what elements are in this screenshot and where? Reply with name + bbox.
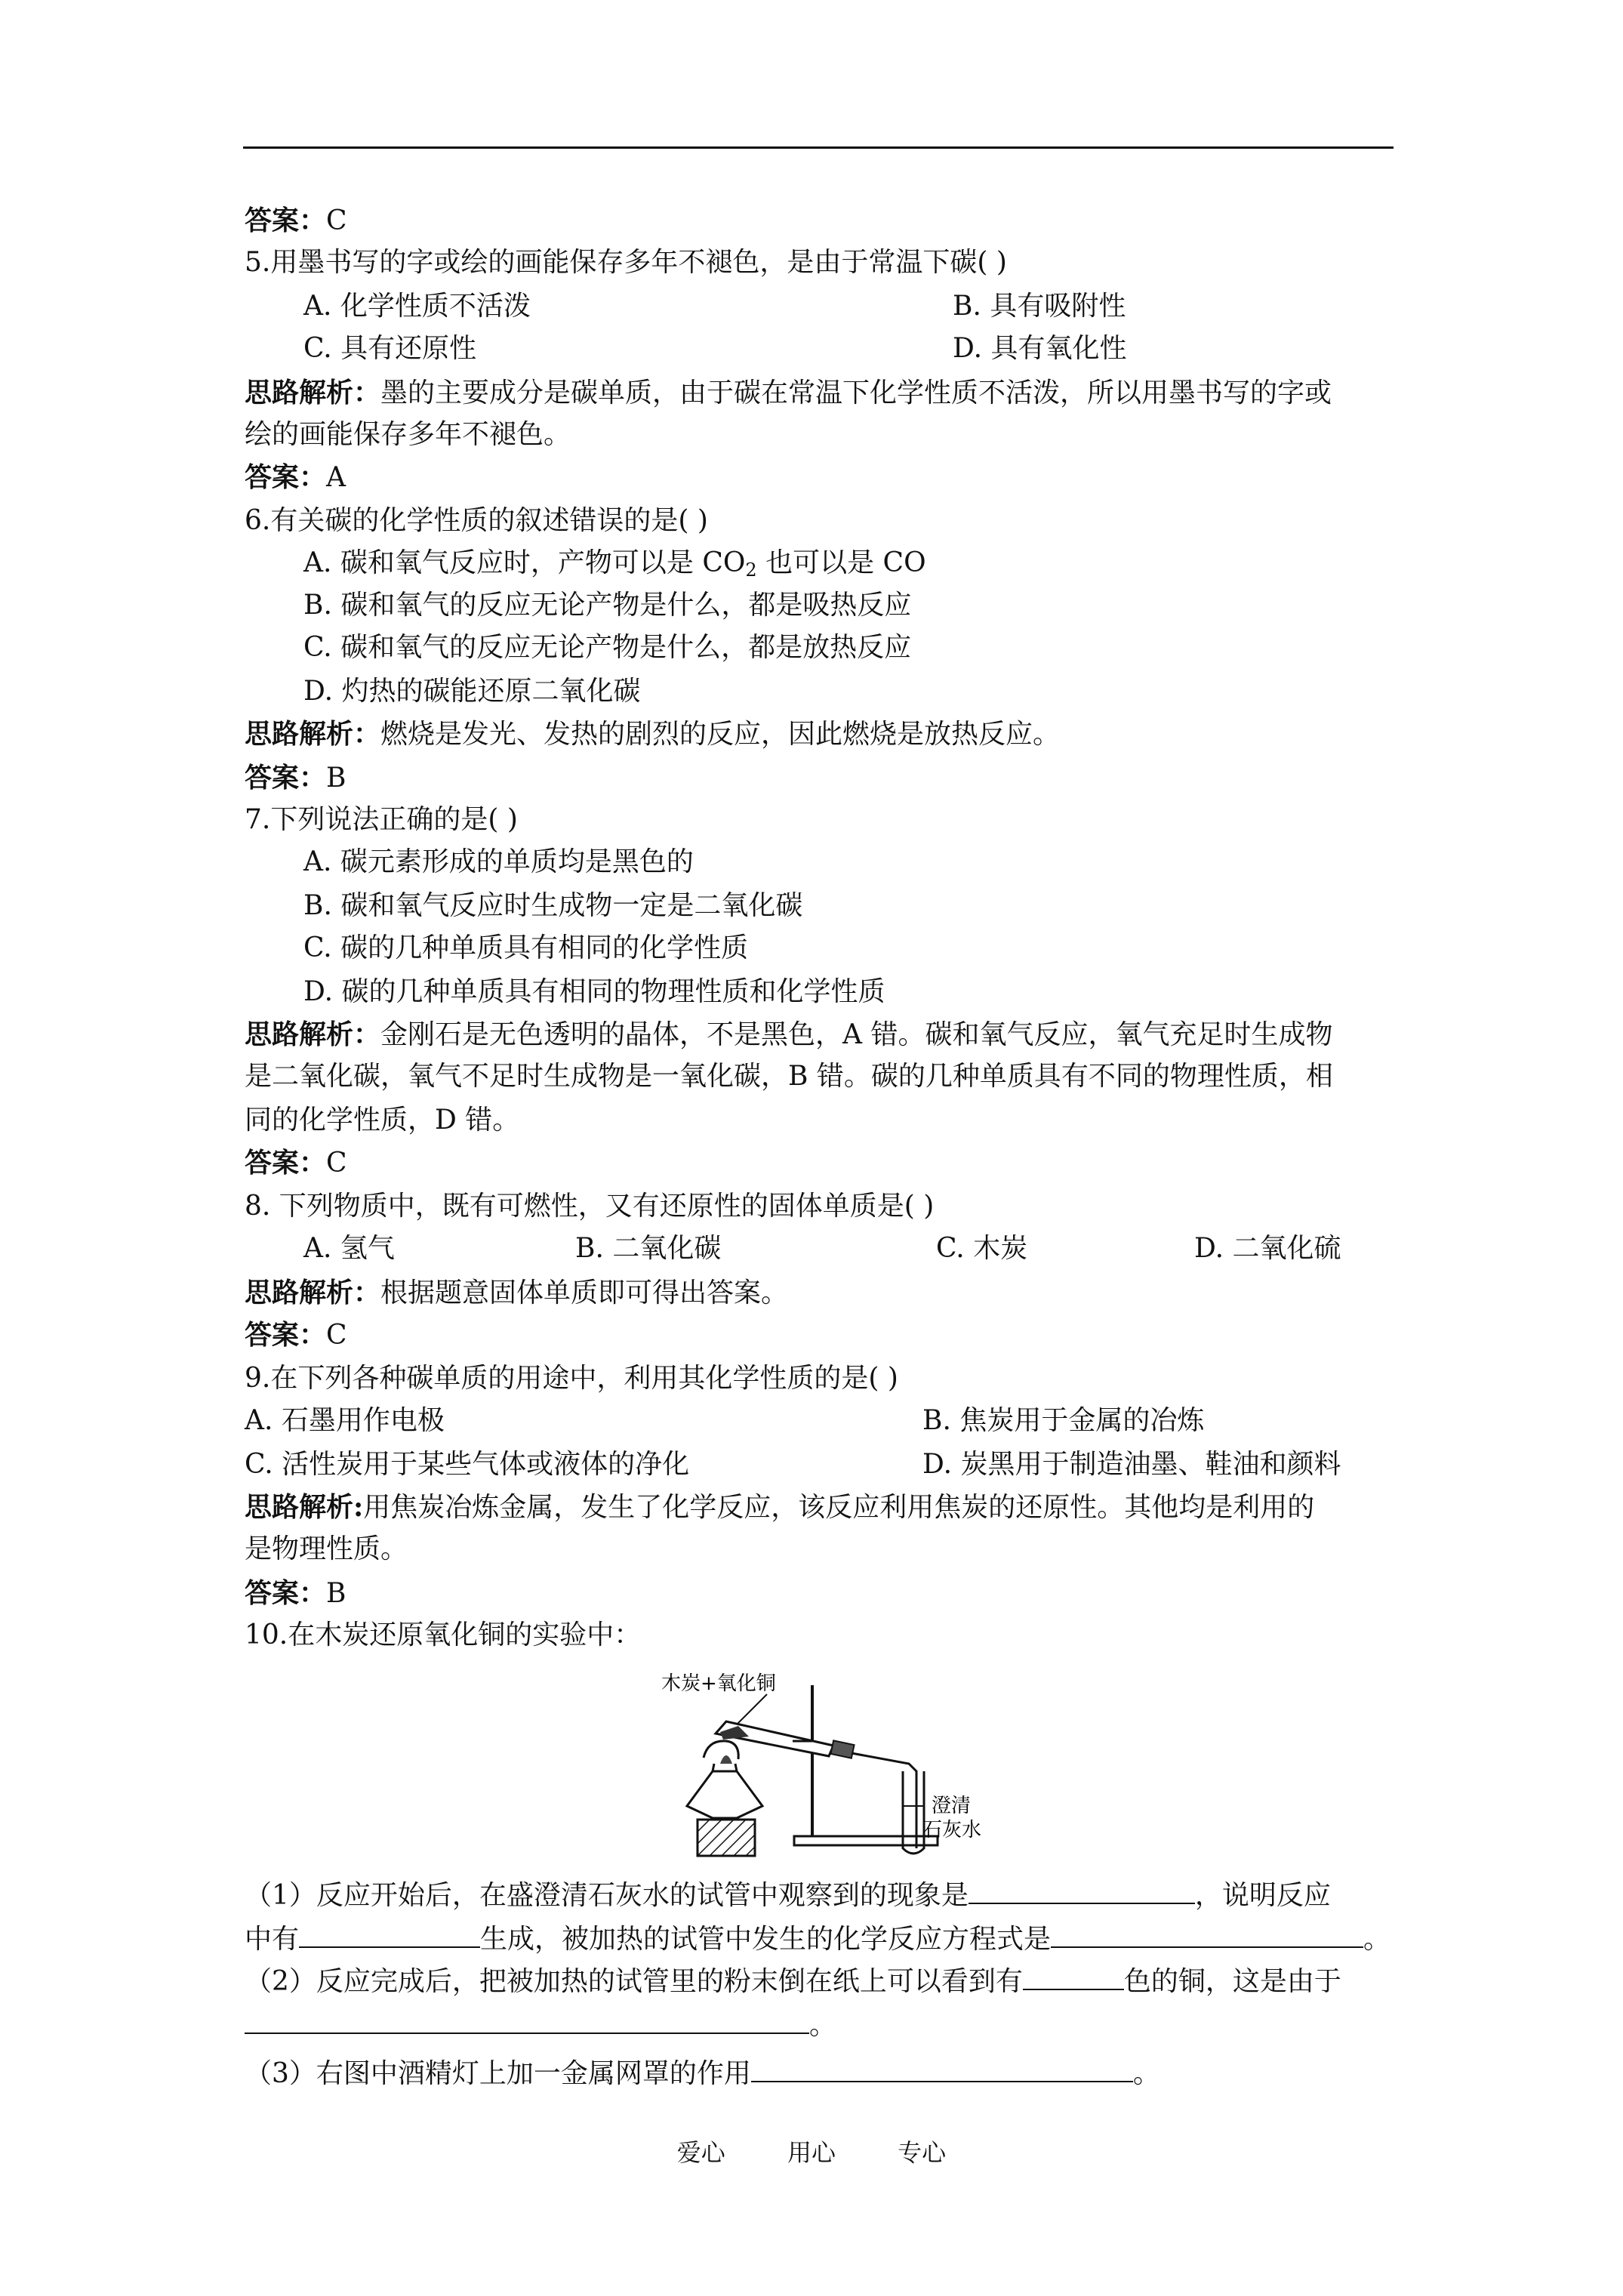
- q8-option-b: B. 二氧化碳: [575, 1233, 722, 1264]
- q7-analysis-line-1: 思路解析：金刚石是无色透明的晶体，不是黑色，A 错。碳和氧气反应，氧气充足时生成物: [245, 1019, 1333, 1050]
- q9-answer: 答案：B: [245, 1577, 346, 1609]
- figure-label-limewater-1: 澄清: [932, 1795, 972, 1817]
- q6-analysis: 思路解析：燃烧是发光、发热的剧烈的反应，因此燃烧是放热反应。: [245, 718, 1061, 750]
- q7-analysis-line-2: 是二氧化碳，氧气不足时生成物是一氧化碳，B 错。碳的几种单质具有不同的物理性质，相: [245, 1061, 1333, 1092]
- apparatus-figure: [654, 1658, 993, 1869]
- q9-option-b: B. 焦炭用于金属的冶炼: [922, 1405, 1205, 1436]
- q5-analysis-line-1: 思路解析：墨的主要成分是碳单质，由于碳在常温下化学性质不活泼，所以用墨书写的字或: [245, 377, 1332, 408]
- blank-reason[interactable]: [245, 2004, 809, 2034]
- q6-stem: 6.有关碳的化学性质的叙述错误的是( ): [245, 505, 708, 536]
- q6-option-d: D. 灼热的碳能还原二氧化碳: [303, 676, 641, 707]
- page-footer: [0, 2134, 1623, 2168]
- footer-text-2: 用心: [787, 2138, 836, 2167]
- footer-text-1: 爱心: [676, 2138, 725, 2167]
- label-leader-line: [734, 1694, 767, 1727]
- q5-option-b: B. 具有吸附性: [953, 291, 1126, 322]
- q5-analysis-line-2: 绘的画能保存多年不褪色。: [245, 419, 571, 450]
- q8-option-d: D. 二氧化硫: [1194, 1233, 1341, 1264]
- figure-label-reactants: 木炭+氧化铜: [661, 1672, 776, 1695]
- q10-part1-line-2: 中有 生成，被加热的试管中发生的化学反应方程式是 。: [245, 1918, 1390, 1959]
- q7-option-c: C. 碳的几种单质具有相同的化学性质: [303, 932, 749, 963]
- q10-part2-line-1: （2）反应完成后，把被加热的试管里的粉末倒在纸上可以看到有 色的铜，这是由于: [245, 1960, 1341, 2002]
- q5-stem: 5.用墨书写的字或绘的画能保存多年不褪色，是由于常温下碳( ): [245, 247, 1007, 278]
- q7-option-b: B. 碳和氧气反应时生成物一定是二氧化碳: [303, 890, 803, 921]
- q9-option-d: D. 炭黑用于制造油墨、鞋油和颜料: [922, 1449, 1341, 1480]
- q5-option-a: A. 化学性质不活泼: [303, 291, 531, 322]
- blank-color[interactable]: [1023, 1960, 1124, 1990]
- q5-option-d: D. 具有氧化性: [953, 333, 1127, 364]
- q5-option-c: C. 具有还原性: [303, 333, 477, 364]
- q6-option-b: B. 碳和氧气的反应无论产物是什么，都是吸热反应: [303, 590, 912, 621]
- alcohol-lamp: [687, 1771, 762, 1818]
- q8-answer: 答案：C: [245, 1319, 347, 1351]
- wooden-block: [698, 1820, 755, 1856]
- q10-part3: （3）右图中酒精灯上加一金属网罩的作用 。: [245, 2052, 1160, 2094]
- lamp-flame: [720, 1755, 732, 1764]
- heated-test-tube: [716, 1721, 833, 1756]
- receiving-test-tube: [903, 1771, 924, 1854]
- footer-text-3: 专心: [898, 2138, 947, 2167]
- header-rule: [243, 146, 1394, 149]
- q10-stem: 10.在木炭还原氧化铜的实验中：: [245, 1620, 642, 1650]
- q8-option-c: C. 木炭: [936, 1233, 1028, 1264]
- figure-label-limewater-2: 石灰水: [922, 1819, 982, 1841]
- blank-observation[interactable]: [969, 1874, 1195, 1904]
- q10-part1-line-1: （1）反应开始后，在盛澄清石灰水的试管中观察到的现象是 ，说明反应: [245, 1874, 1331, 1915]
- q8-analysis: 思路解析：根据题意固体单质即可得出答案。: [245, 1277, 789, 1308]
- q6-option-c: C. 碳和氧气的反应无论产物是什么，都是放热反应: [303, 632, 912, 663]
- blank-mesh-purpose[interactable]: [751, 2052, 1133, 2082]
- q7-option-d: D. 碳的几种单质具有相同的物理性质和化学性质: [303, 976, 885, 1007]
- metal-mesh-cover: [704, 1741, 738, 1759]
- q9-analysis-line-2: 是物理性质。: [245, 1533, 408, 1564]
- q7-answer: 答案：C: [245, 1147, 347, 1179]
- q5-answer: 答案：A: [245, 461, 346, 493]
- q6-option-a: A. 碳和氧气反应时，产物可以是 $CO_2$ 也可以是 CO: [303, 547, 926, 581]
- q8-stem: 8. 下列物质中，既有可燃性，又有还原性的固体单质是( ): [245, 1191, 935, 1222]
- q9-stem: 9.在下列各种碳单质的用途中，利用其化学性质的是( ): [245, 1363, 898, 1394]
- blank-equation[interactable]: [1051, 1918, 1363, 1948]
- q6-answer: 答案：B: [245, 762, 346, 794]
- q7-analysis-line-3: 同的化学性质，D 错。: [245, 1105, 520, 1136]
- q9-option-a: A. 石墨用作电极: [245, 1405, 445, 1436]
- q10-part2-line-2: 。: [245, 2004, 836, 2045]
- rubber-stopper: [830, 1740, 854, 1758]
- q4-answer: 答案：C: [245, 205, 347, 236]
- delivery-tube: [852, 1753, 916, 1848]
- q8-option-a: A. 氢气: [303, 1233, 395, 1264]
- q7-stem: 7.下列说法正确的是( ): [245, 804, 518, 835]
- blank-product[interactable]: [299, 1918, 480, 1948]
- q7-option-a: A. 碳元素形成的单质均是黑色的: [303, 846, 694, 877]
- q9-analysis-line-1: 思路解析:用焦炭冶炼金属，发生了化学反应，该反应利用焦炭的还原性。其他均是利用的: [245, 1491, 1315, 1523]
- q9-option-c: C. 活性炭用于某些气体或液体的净化: [245, 1449, 690, 1480]
